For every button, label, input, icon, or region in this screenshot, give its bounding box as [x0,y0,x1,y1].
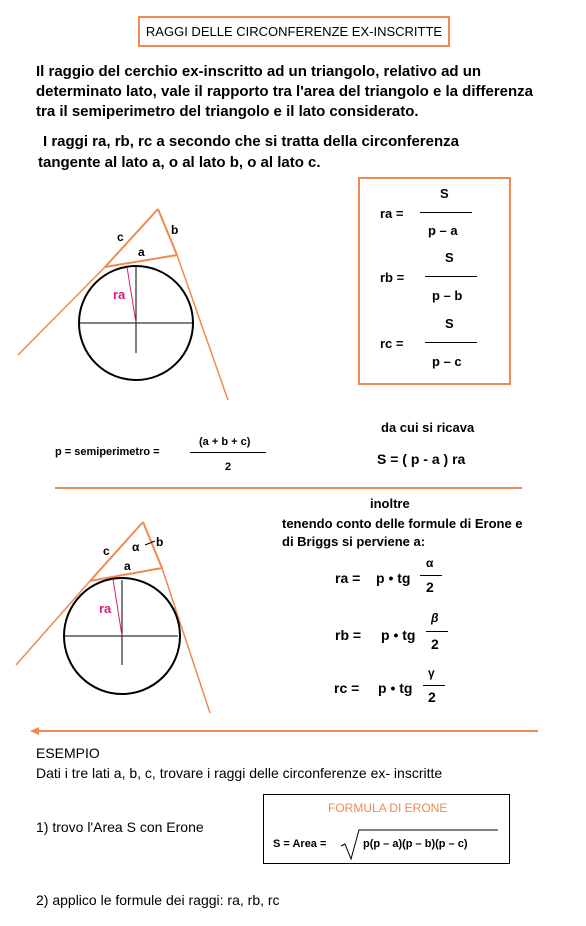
step-1-text: 1) trovo l'Area S con Erone [36,819,204,835]
semiperimeter-fraction-bar [190,452,266,453]
trig-rb-expression: p • tg [381,627,416,643]
ra-denominator: p – a [428,223,458,238]
trig-ra-denominator: 2 [426,579,434,595]
derived-area-formula: S = ( p - a ) ra [377,451,466,467]
figure-2-label-b: b [156,535,164,549]
arrow-head-icon [30,727,39,735]
semiperimeter-label: p = semiperimetro = [55,446,160,458]
trig-rb-fraction-bar [426,631,448,632]
section-2-line-2: di Briggs si perviene a: [282,534,426,549]
example-heading: ESEMPIO [36,745,100,761]
rc-fraction-bar [425,342,477,343]
section-2-line-1: tenendo conto delle formule di Erone e [282,516,523,531]
trig-rb-label: rb = [335,627,362,643]
figure-1-label-ra: ra [113,287,126,302]
trig-rc-expression: p • tg [378,680,413,696]
trig-rb-numerator: β [431,611,439,625]
trig-rc-numerator: γ [428,666,435,680]
section-divider-1 [55,487,522,489]
left-arrow-divider [30,724,542,738]
trig-ra-expression: p • tg [376,570,411,586]
trig-ra-fraction-bar [420,575,442,576]
side-c-line [105,209,158,267]
example-task: Dati i tre lati a, b, c, trovare i raggi delle circonferenze ex- inscritte [36,765,443,781]
intro-paragraph: Il raggio del cerchio ex-inscritto ad un triangolo, relativo ad un determinato lato, vale il rapporto tra l'area del triangolo e la differenza tra il semiperimetro del triangolo e il lato considerato. [36,63,534,120]
figure-1-label-c: c [117,230,124,244]
figure-2-label-c: c [103,544,110,558]
derive-caption: da cui si ricava [381,420,475,435]
radii-line-1: I raggi ra, rb, rc a secondo che si tratta della circonferenza [43,133,459,150]
rb-numerator: S [445,250,454,265]
step-2-text: 2) applico le formule dei raggi: ra, rb, rc [36,892,280,908]
figure-2-lines [16,522,210,713]
heron-radicand: p(p – a)(p – b)(p – c) [363,838,468,850]
excircle-figure-1 [0,195,260,410]
radius-ra-line-2 [113,579,122,636]
rc-denominator: p – c [432,354,462,369]
rc-label: rc = [380,336,404,351]
alpha-pointer-line [145,541,155,545]
rb-label: rb = [380,270,405,285]
figure-1-label-b: b [171,223,179,237]
extension-c-line [18,267,105,355]
figure-2-label-a: a [124,559,131,573]
extension-b-line [177,255,228,400]
radius-ra-line-1 [127,267,136,323]
inoltre-text: inoltre [370,496,410,511]
trig-ra-label: ra = [335,570,361,586]
extension-c-line-2 [16,581,90,665]
trig-rc-denominator: 2 [428,689,436,705]
semiperimeter-denominator: 2 [225,461,232,473]
radii-line-2: tangente al lato a, o al lato b, o al lato c. [38,154,321,171]
trig-rb-denominator: 2 [431,636,439,652]
excircle-figure-2 [0,515,260,720]
ra-label: ra = [380,206,404,221]
heron-formula-title: FORMULA DI ERONE [328,801,448,815]
figure-2-label-ra: ra [99,601,112,616]
trig-ra-numerator: α [426,556,434,570]
trig-rc-label: rc = [334,680,360,696]
extension-b-line-2 [162,568,210,713]
rc-numerator: S [445,316,454,331]
figure-2-label-alpha: α [132,540,140,554]
page-title: RAGGI DELLE CIRCONFERENZE EX-INSCRITTE [138,16,450,47]
heron-lhs: S = Area = [273,838,327,850]
rb-fraction-bar [425,276,477,277]
figure-1-label-a: a [138,245,145,259]
trig-rc-fraction-bar [423,685,445,686]
rb-denominator: p – b [432,288,463,303]
semiperimeter-numerator: (a + b + c) [199,436,251,448]
ra-numerator: S [440,186,449,201]
ra-fraction-bar [420,212,472,213]
